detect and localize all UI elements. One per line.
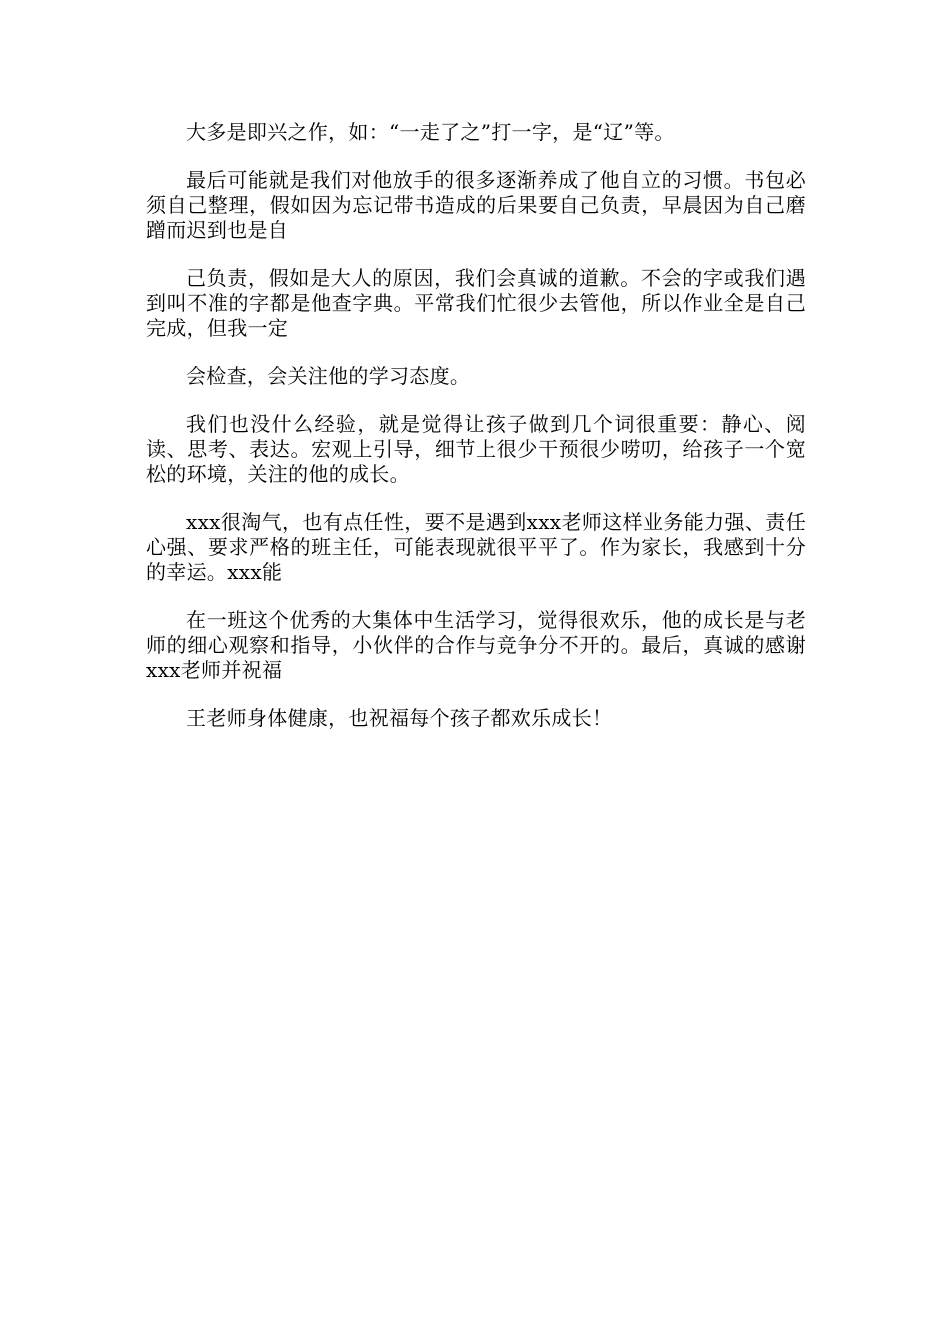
- paragraph-4: 会检查，会关注他的学习态度。: [186, 364, 471, 388]
- paragraph-2: 最后可能就是我们对他放手的很多逐渐养成了他自立的习惯。书包必须自己整理，假如因为忘记带书造成的后果要自己负责，早晨因为自己磨蹭而迟到也是自: [146, 168, 806, 242]
- paragraph-7: 在一班这个优秀的大集体中生活学习，觉得很欢乐，他的成长是与老师的细心观察和指导，小伙伴的合作与竞争分不开的。最后，真诚的感谢xxx老师并祝福: [146, 608, 806, 682]
- paragraph-6: xxx很淘气，也有点任性，要不是遇到xxx老师这样业务能力强、责任心强、要求严格的班主任，可能表现就很平平了。作为家长，我感到十分的幸运。xxx能: [146, 510, 806, 584]
- document-body: [146, 120, 806, 754]
- paragraph-1: 大多是即兴之作，如：“一走了之”打一字，是“辽”等。: [186, 120, 675, 144]
- paragraph-3: 己负责，假如是大人的原因，我们会真诚的道歉。不会的字或我们遇到叫不准的字都是他查字典。平常我们忙很少去管他，所以作业全是自己完成，但我一定: [146, 266, 806, 340]
- paragraph-8: 王老师身体健康，也祝福每个孩子都欢乐成长！: [186, 706, 613, 730]
- paragraph-5: 我们也没什么经验，就是觉得让孩子做到几个词很重要：静心、阅读、思考、表达。宏观上引导，细节上很少干预很少唠叨，给孩子一个宽松的环境，关注的他的成长。: [146, 412, 806, 486]
